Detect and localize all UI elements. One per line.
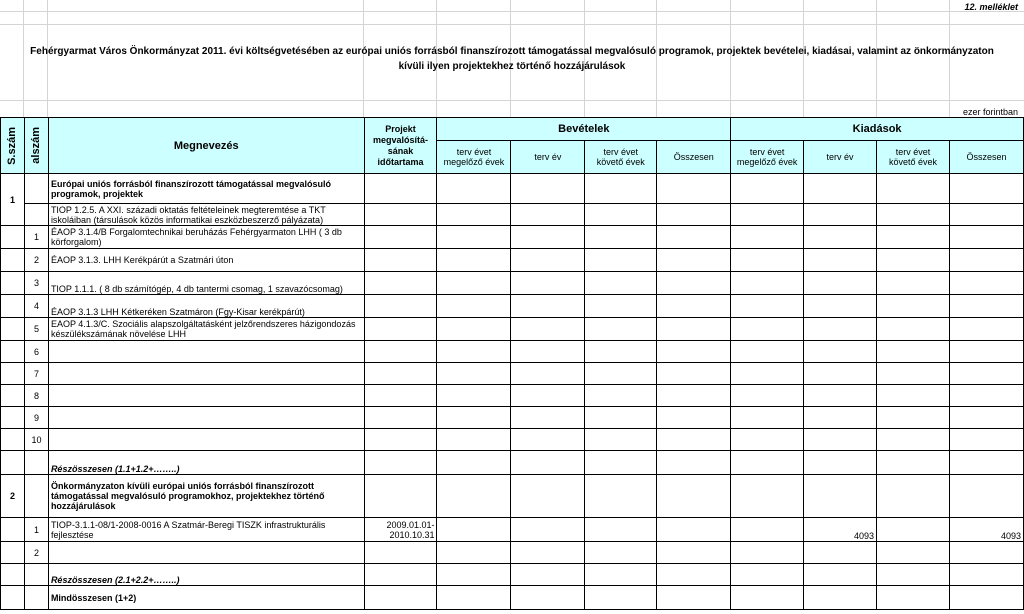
subtotal-label: Részösszesen (1.1+1.2+……..) — [48, 451, 364, 475]
budget-table — [0, 117, 1024, 610]
table-row — [1, 295, 1024, 318]
row-subnumber: 10 — [24, 429, 48, 451]
gridline — [0, 11, 1024, 12]
table-row — [1, 385, 1024, 407]
row-name: TIOP 1.1.1. ( 8 db számítógép, 4 db tantermi csomag, 1 szavazócsomag) — [48, 272, 364, 295]
row-name: TIOP-3.1.1-08/1-2008-0016 A Szatmár-Beregi TISZK infrastrukturális fejlesztése — [48, 518, 364, 542]
row-name: ÉAOP 3.1.3 LHH Kétkeréken Szatmáron (Fgy-Kisar kerékpárút) — [48, 295, 364, 318]
header-sszam: S.szám — [1, 118, 25, 174]
annex-label: 12. melléklet — [964, 2, 1018, 12]
section-number: 2 — [1, 475, 25, 518]
gridline — [0, 100, 1024, 101]
table-row — [1, 226, 1024, 249]
table-row — [1, 475, 1024, 518]
subtotal-label: Részösszesen (2.1+2.2+……..) — [48, 564, 364, 586]
title-line-2: kívüli ilyen projektekhez történő hozzájárulások — [398, 61, 626, 72]
bev-prev-header: terv évet megelőző évek — [437, 141, 511, 174]
grand-total-row — [1, 586, 1024, 610]
row-subnumber: 2 — [24, 249, 48, 272]
section-number: 1 — [1, 174, 25, 226]
row-name: EAOP 4.1.3/C. Szociális alapszolgáltatásként jelzőrendszeres házigondozás készülékszámának növelése LHH — [48, 318, 364, 341]
table-row — [1, 363, 1024, 385]
table-row — [1, 518, 1024, 542]
kiad-prev-header: terv évet megelőző évek — [731, 141, 804, 174]
subtotal-row — [1, 451, 1024, 475]
kiad-cur-header: terv év — [804, 141, 877, 174]
kiad-total-value: 4093 — [949, 518, 1023, 542]
unit-label: ezer forintban — [962, 107, 1018, 117]
gridline — [0, 24, 1024, 25]
table-row — [1, 204, 1024, 226]
row-subnumber: 1 — [24, 518, 48, 542]
title-line-1: Fehérgyarmat Város Önkormányzat 2011. évi költségvetésében az európai uniós forrásból finanszírozott támogatással megvalósuló programok, projektek bevételei, kiadásai, valamint az önkormányzaton — [30, 46, 994, 57]
table-row — [1, 429, 1024, 451]
row-subnumber: 4 — [24, 295, 48, 318]
table-row — [1, 318, 1024, 341]
header-bevetelek: Bevételek — [437, 118, 731, 141]
kiad-total-header: Összesen — [949, 141, 1023, 174]
row-subnumber: 7 — [24, 363, 48, 385]
row-subnumber: 9 — [24, 407, 48, 429]
table-row — [1, 272, 1024, 295]
header-row — [1, 118, 1024, 141]
row-subnumber: 2 — [24, 542, 48, 564]
row-subnumber: 8 — [24, 385, 48, 407]
row-name: TIOP 1.2.5. A XXI. századi oktatás feltételeinek megteremtése a TKT iskoláiban (társulások közös informatikai eszközbeszerző pályázata) — [48, 204, 364, 226]
table-row — [1, 407, 1024, 429]
bev-next-header: terv évet követő évek — [585, 141, 657, 174]
row-subnumber: 5 — [24, 318, 48, 341]
table-row — [1, 542, 1024, 564]
kiad-next-header: terv évet követő évek — [877, 141, 950, 174]
bev-total-header: Összesen — [657, 141, 731, 174]
bev-cur-header: terv év — [511, 141, 585, 174]
table-row — [1, 174, 1024, 204]
section-title: Önkormányzaton kívüli európai uniós forrásból finanszírozott támogatással megvalósuló programokhoz, projektekhez történő hozzájárulások — [48, 475, 364, 518]
row-subnumber: 3 — [24, 272, 48, 295]
subtotal-row — [1, 564, 1024, 586]
row-duration: 2009.01.01- 2010.10.31 — [364, 518, 437, 542]
header-alszam: alszám — [24, 118, 48, 174]
header-duration: Projekt megvalósítá- sának időtartama — [364, 118, 437, 174]
row-name: ÉAOP 3.1.4/B Forgalomtechnikai beruházás Fehérgyarmaton LHH ( 3 db körforgalom) — [48, 226, 364, 249]
header-kiadasok: Kiadások — [731, 118, 1024, 141]
kiad-cur-value: 4093 — [804, 518, 877, 542]
header-megnevezes: Megnevezés — [48, 118, 364, 174]
row-subnumber: 6 — [24, 341, 48, 363]
page-title — [0, 44, 1024, 74]
table-row — [1, 341, 1024, 363]
row-name: ÉAOP 3.1.3. LHH Kerékpárút a Szatmári úton — [48, 249, 364, 272]
section-title: Európai uniós forrásból finanszírozott támogatással megvalósuló programok, projektek — [48, 174, 364, 204]
row-subnumber: 1 — [24, 226, 48, 249]
table-row — [1, 249, 1024, 272]
grand-total-label: Mindösszesen (1+2) — [48, 586, 364, 610]
